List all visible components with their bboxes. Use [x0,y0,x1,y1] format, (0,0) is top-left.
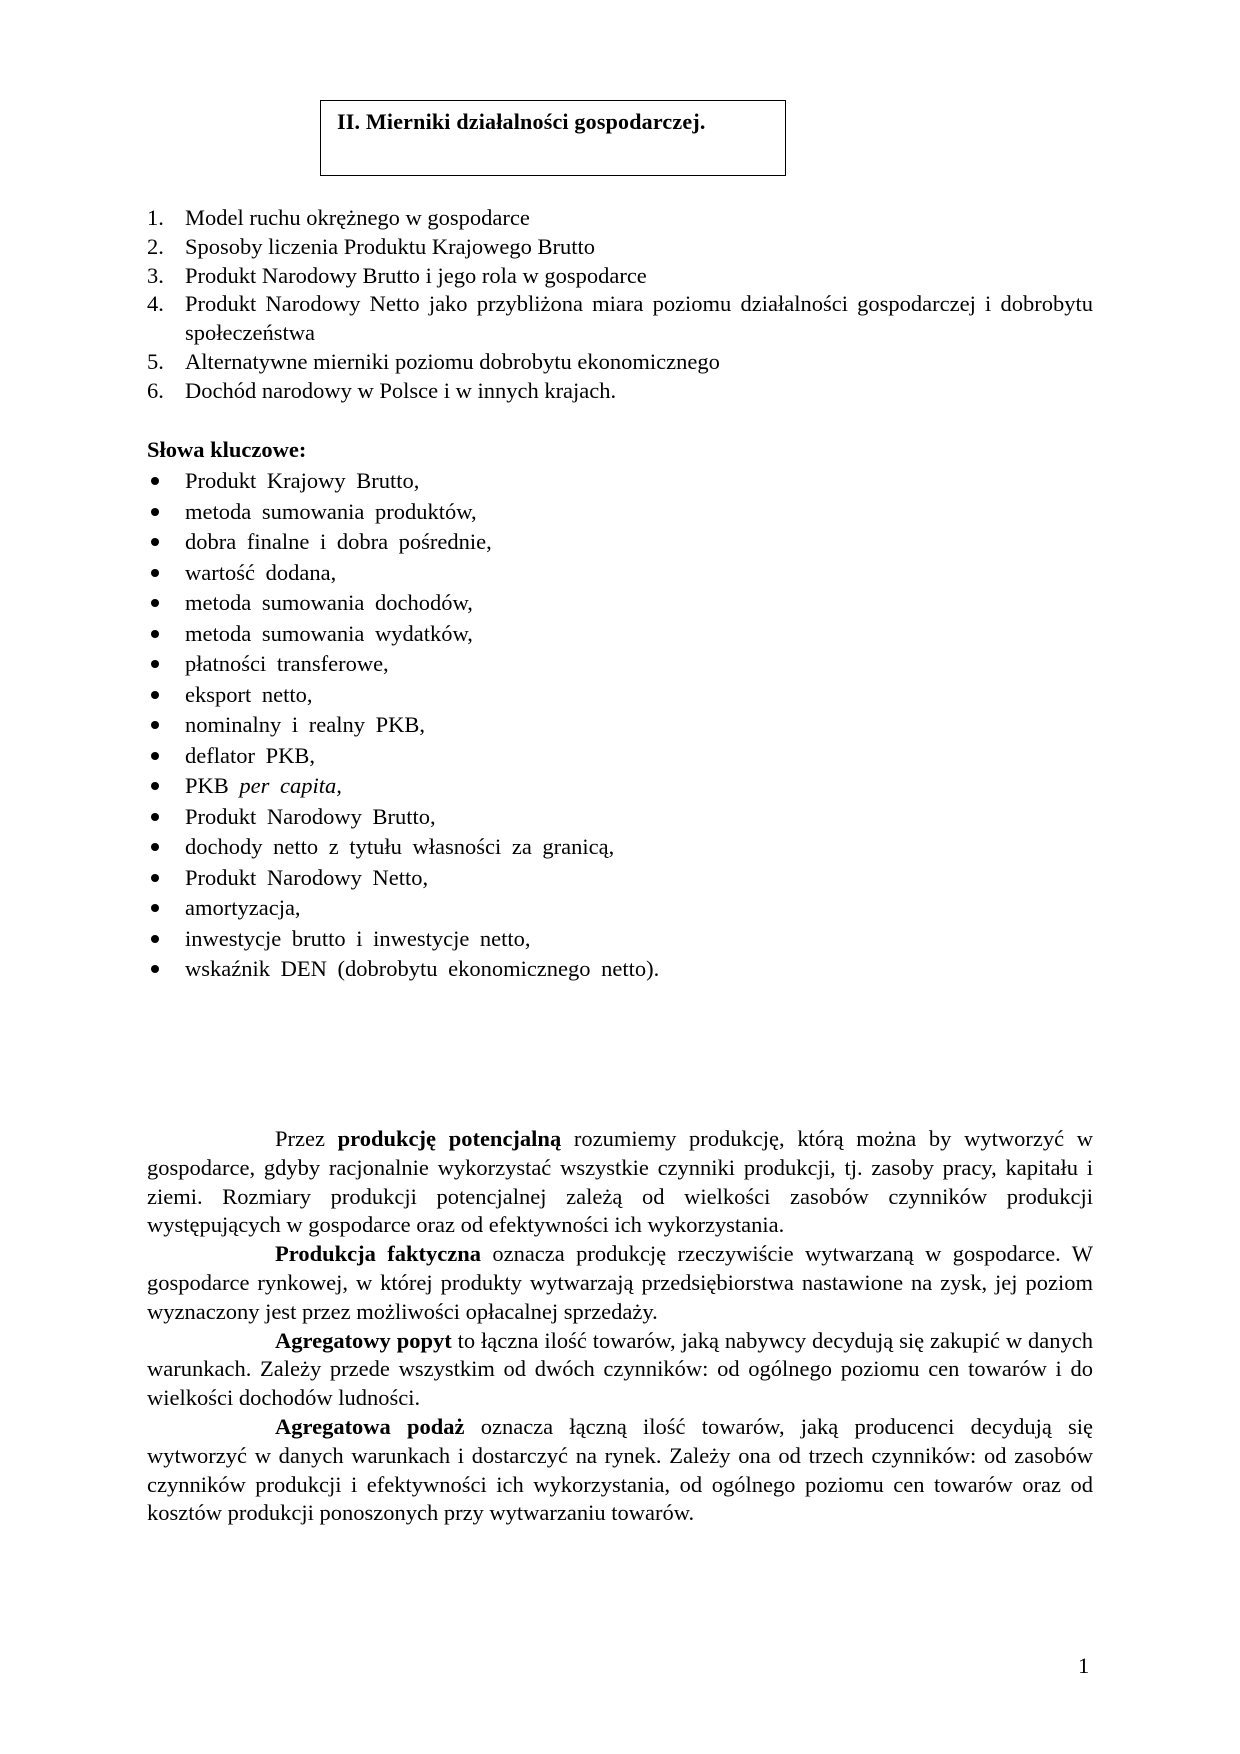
keyword-item [147,558,1093,589]
keyword-text: wskaźnik DEN (dobrobytu ekonomicznego netto). [185,956,660,981]
keyword-text: metoda sumowania wydatków, [185,620,473,646]
list-item [147,233,1093,262]
bullet-icon [151,721,159,729]
bullet-icon [151,935,159,943]
paragraph-text: oznacza łączną ilość towarów, jaką producenci decydują się wytworzyć w danych warunkach i dostarczyć na rynek. Zależy ona od trzech czynników: od zasobów czynników produkcji i efektywności ich wykorzystania, od ogólnego poziomu cen towarów oraz od kosztów produkcji ponoszonych przy wytwarzaniu towarów. [147,1413,1094,1526]
keyword-text: Produkt Narodowy Brutto, [185,803,436,829]
keyword-item [147,863,1093,894]
list-item-number: 5. [147,348,164,374]
paragraph-text: oznacza produkcję rzeczywiście wytwarzaną w gospodarce. W gospodarce rynkowej, w której produkty wytwarzają przedsiębiorstwa nastawione na zysk, jej poziom wyznaczony jest przez możliwości opłacalnej sprzedaży. [147,1241,1093,1324]
keyword-item [147,588,1093,619]
keyword-text: wartość dodana, [185,559,337,585]
bullet-icon [151,630,159,638]
keyword-text: Produkt Narodowy Netto, [185,864,429,890]
title-box [320,100,786,176]
list-item [147,290,1093,348]
paragraph-text: to łączna ilość towarów, jaką nabywcy decydują się zakupić w danych warunkach. Zależy przede wszystkim od dwóch czynników: od ogólnego poziomu cen towarów i do wielkości dochodów ludności. [147,1327,1094,1411]
keyword-text: dochody netto z tytułu własności za granicą, [185,834,615,859]
keyword-text: amortyzacja, [185,895,301,920]
bullet-icon [151,904,159,912]
list-item-text: Produkt Narodowy Netto jako przybliżona miara poziomu działalności gospodarczej i dobrobytu społeczeństwa [185,291,1093,346]
keyword-item [147,741,1093,772]
keyword-item [147,710,1093,741]
paragraph [147,1240,1093,1326]
list-item-number: 3. [147,262,164,288]
keyword-item [147,466,1093,497]
list-item-text: Sposoby liczenia Produktu Krajowego Brutto [185,233,595,259]
keyword-text: inwestycje brutto i inwestycje netto, [185,925,531,951]
term-bold: Agregatowy popyt [275,1327,452,1353]
keyword-item [147,954,1093,985]
bullet-icon [151,874,159,882]
paragraph-text: Przez [275,1126,338,1151]
paragraph-text: rozumiemy produkcję, którą można by wytworzyć w gospodarce, gdyby racjonalnie wykorzystać wszystkie czynniki produkcji, tj. zasoby pracy, kapitału i ziemi. Rozmiary produkcji potencjalnej zależą od wielkości zasobów czynników produkcji występujących w gospodarce oraz od efektywności ich wykorzystania. [147,1126,1093,1238]
page-title: II. Mierniki działalności gospodarczej. [337,109,706,134]
paragraph [147,1327,1093,1413]
bullet-icon [151,752,159,760]
term-bold: produkcję potencjalną [337,1126,562,1151]
keyword-item [147,924,1093,955]
paragraph [147,1125,1093,1240]
keyword-item [147,680,1093,711]
keyword-text: eksport netto, [185,681,313,707]
term-bold: Produkcja faktyczna [275,1241,481,1267]
bullet-icon [151,813,159,821]
bullet-icon [151,660,159,668]
bullet-icon [151,599,159,607]
keyword-item [147,619,1093,650]
list-item-number: 4. [147,291,164,317]
keyword-item [147,649,1093,680]
keyword-text: metoda sumowania dochodów, [185,590,473,615]
keyword-text: Produkt Krajowy Brutto, [185,468,420,493]
bullet-icon [151,477,159,485]
body-text [147,1125,1093,1528]
list-item [147,262,1093,291]
keyword-text: nominalny i realny PKB, [185,712,425,737]
list-item-text: Produkt Narodowy Brutto i jego rola w gospodarce [185,262,647,288]
list-item-number: 1. [147,205,164,230]
list-item [147,377,1093,406]
keyword-text: PKB [185,773,240,798]
keyword-item [147,497,1093,528]
paragraph [147,1413,1093,1528]
keyword-item [147,893,1093,924]
keyword-italic-text: per capita, [239,773,342,798]
list-item-text: Model ruchu okrężnego w gospodarce [185,205,530,230]
keyword-list [147,466,1093,985]
bullet-icon [151,508,159,516]
keyword-item [147,771,1093,802]
keyword-text: dobra finalne i dobra pośrednie, [185,529,492,554]
keyword-text: metoda sumowania produktów, [185,498,477,524]
keywords-heading: Słowa kluczowe: [147,437,307,462]
keyword-text: płatności transferowe, [185,651,389,676]
keyword-item [147,832,1093,863]
list-item-text: Dochód narodowy w Polsce i w innych krajach. [185,377,617,403]
bullet-icon [151,965,159,973]
list-item-text: Alternatywne mierniki poziomu dobrobytu ekonomicznego [185,348,720,374]
bullet-icon [151,538,159,546]
keyword-item [147,802,1093,833]
list-item-number: 6. [147,377,164,403]
bullet-icon [151,691,159,699]
bullet-icon [151,569,159,577]
topic-list [147,204,1093,406]
page-number: 1 [1078,1653,1090,1678]
bullet-icon [151,843,159,851]
keyword-item [147,527,1093,558]
keyword-text: deflator PKB, [185,742,315,768]
list-item [147,204,1093,233]
list-item [147,348,1093,377]
list-item-number: 2. [147,233,164,259]
bullet-icon [151,782,159,790]
term-bold: Agregatowa podaż [275,1413,465,1439]
